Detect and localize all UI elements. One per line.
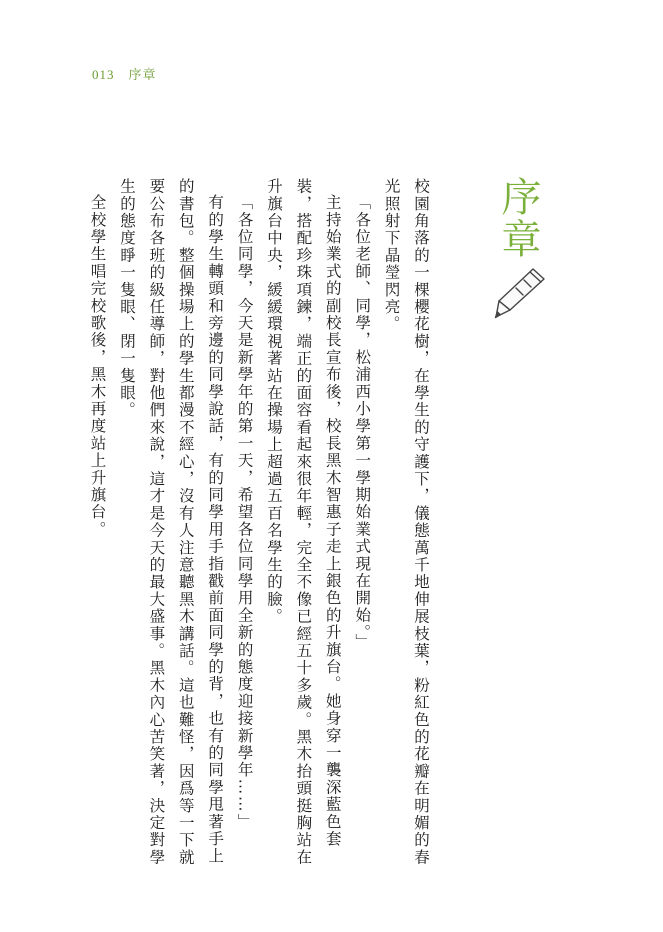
chapter-title: 序章 (495, 176, 541, 260)
running-header (92, 64, 157, 83)
paragraph: 全校學生唱完校歌後，黑木再度站上升旗台。 (88, 193, 107, 538)
paragraph: 校園角落的一棵櫻花樹，在學生的守護下，儀態萬千地伸展枝葉，粉紅色的花瓣在明媚的春光照射下晶瑩閃亮。 (382, 178, 430, 866)
paragraph: 「各位老師、同學，松浦西小學第一學期始業式現在開始。」 (353, 193, 372, 651)
section-title: 序章 (128, 67, 157, 82)
paragraph: 有的學生轉頭和旁邊的同學說話，有的同學用手指戳前面同學的背，也有的同學甩著手上的書包。整個操場上的學生都漫不經心，沒有人注意聽黑木講話。這也難怪，因爲等一下就要公布各班的級任導師，對他們來說，這才是今天的最大盛事。黑木內心苦笑著，決定對學生的態度睜一隻眼、閉一隻眼。 (117, 178, 225, 866)
paragraph: 主持始業式的副校長宣布後，校長黑木智惠子走上銀色的升旗台。她身穿一襲深藍色套裝，搭配珍珠項鍊，端正的面容看起來很年輕，完全不像已經五十多歲。黑木抬頭挺胸站在升旗台中央，緩緩環視著站在操場上超過五百名學生的臉。 (264, 178, 342, 866)
paragraph: 「各位同學，今天是新學年的第一天，希望各位同學用全新的態度迎接新學年……」 (235, 193, 254, 830)
pencil-icon (489, 264, 549, 324)
body-text (82, 178, 435, 868)
page-number: 013 (92, 67, 115, 82)
